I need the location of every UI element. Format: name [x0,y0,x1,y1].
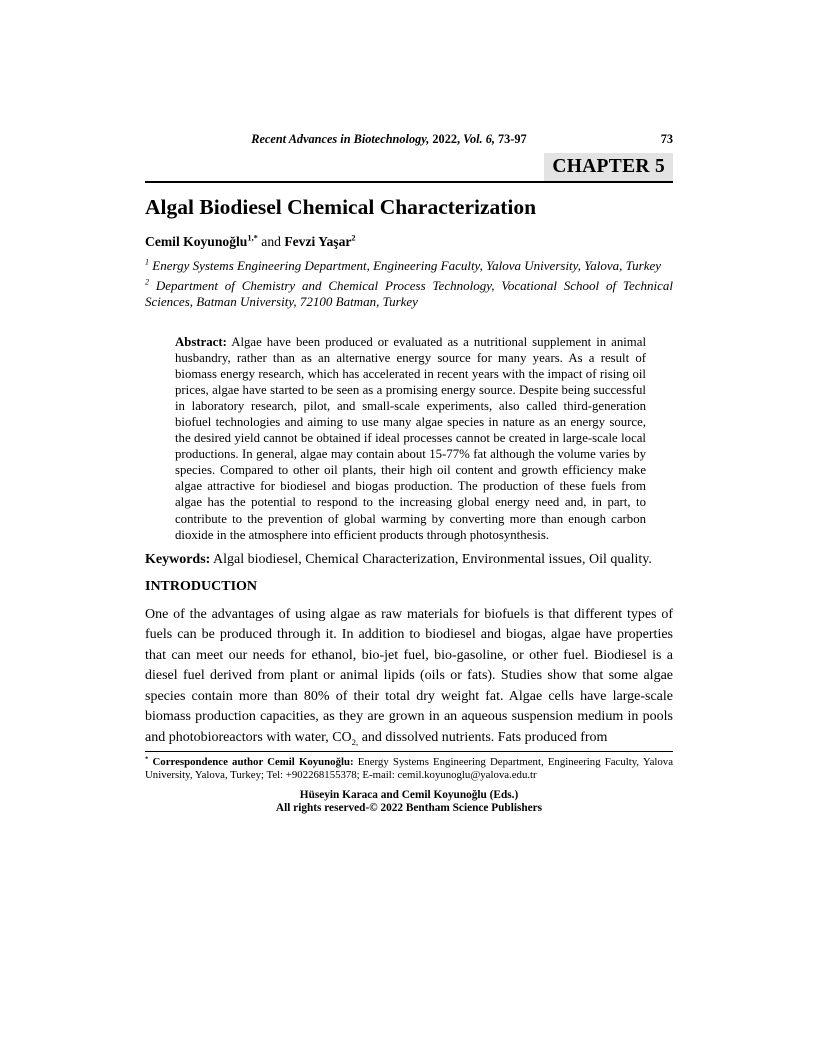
running-head [145,0,673,146]
abstract-block [175,334,646,543]
chapter-badge: CHAPTER 5 [544,153,673,181]
footnote-marker: * [145,755,149,763]
affiliation-1-text: Energy Systems Engineering Department, Engineering Faculty, Yalova University, Yalova, Turkey [149,258,662,274]
running-title-pages: 73-97 [498,132,527,146]
footer-copyright: All rights reserved-© 2022 Bentham Science Publishers [275,802,543,815]
author-2-name: Fevzi Yaşar [284,234,352,250]
author-2-superscript: 2 [351,232,356,243]
page-footer [145,789,673,816]
keywords-line [145,549,673,570]
keywords-label: Keywords: [145,551,211,567]
running-title-volume: Vol. 6, [463,132,499,146]
author-1-name: Cemil Koyunoğlu [145,234,248,250]
affiliation-1-marker: 1 [145,257,150,267]
authors-separator: and [257,234,285,250]
co2-subscript: 2, [351,736,359,747]
page-number: 73 [660,132,673,146]
footnote-text: Energy Systems Engineering Department, Engineering Faculty, Yalova University, Yalova, Turkey; Tel: +902268155378; E-mail: cemil.koyunoglu@yalova.edu.tr [145,756,673,782]
introduction-paragraph [145,605,673,749]
correspondence-footnote [145,756,673,782]
affiliation-2-text: Department of Chemistry and Chemical Process Technology, Vocational School of Technical Sciences, Batman University, 72100 Batman, Turkey [145,277,673,309]
affiliation-1 [145,258,673,274]
introduction-paragraph-text: One of the advantages of using algae as raw materials for biofuels is that different types of fuels can be produced through it. In addition to biodiesel and biogas, algae have properties that can meet our needs for ethanol, bio-jet fuel, bio-gasoline, or other fuel. Biodiesel is a diesel fuel derived from plant or animal lipids (oils or fats). Studies show that some algae species contain more than 80% of their total dry weight fat. Algae cells have large-scale biomass production capacities, as they are grown in an aqueous suspension medium in pools and photobioreactors with water, CO [145,606,673,745]
introduction-paragraph-continuation: and dissolved nutrients. Fats produced from [358,729,608,745]
introduction-heading: INTRODUCTION [145,578,258,594]
footnote-bold-text: Correspondence author Cemil Koyunoğlu: [148,756,354,769]
footnote-divider [145,751,673,752]
author-1-superscript: 1,* [247,232,258,243]
abstract-label: Abstract: [175,334,227,349]
abstract-text: Algae have been produced or evaluated as a nutritional supplement in animal husbandry, rather than as an alternative energy source for many years. As a result of biomass energy research, which has accelerated in recent years with the impact of rising oil prices, algae have started to be seen as a promising energy source. Despite being successful in laboratory research, pilot, and small-scale experiments, also called third-generation biofuel technologies and aiming to use many algae species in nature as an energy source, the desired yield cannot be obtained if ideal processes cannot be created in large-scale local productions. In general, algae may contain about 15-77% fat although the volume varies by species. Compared to other oil plants, their high oil content and growth efficiency make algae attractive for biodiesel and biogas production. The production of these fuels from algae has the potential to respond to the increasing global energy need and, in part, to contribute to the prevention of global warming by converting more than enough carbon dioxide in the atmosphere into efficient products through photosynthesis. [175,334,646,542]
footer-editors: Hüseyin Karaca and Cemil Koyunoğlu (Eds.) [299,788,519,801]
affiliation-2 [145,278,673,310]
page-content [145,0,673,816]
running-head-title [145,132,633,146]
affiliation-2-marker: 2 [145,277,150,287]
keywords-text: Algal biodiesel, Chemical Characterization, Environmental issues, Oil quality. [210,551,652,567]
affiliations [145,258,673,309]
running-title-year: 2022, [432,132,464,146]
chapter-header-row [145,153,673,183]
chapter-title: Algal Biodiesel Chemical Characterization [145,195,537,220]
running-title-journal: Recent Advances in Biotechnology, [251,132,433,146]
authors-line [145,234,673,250]
